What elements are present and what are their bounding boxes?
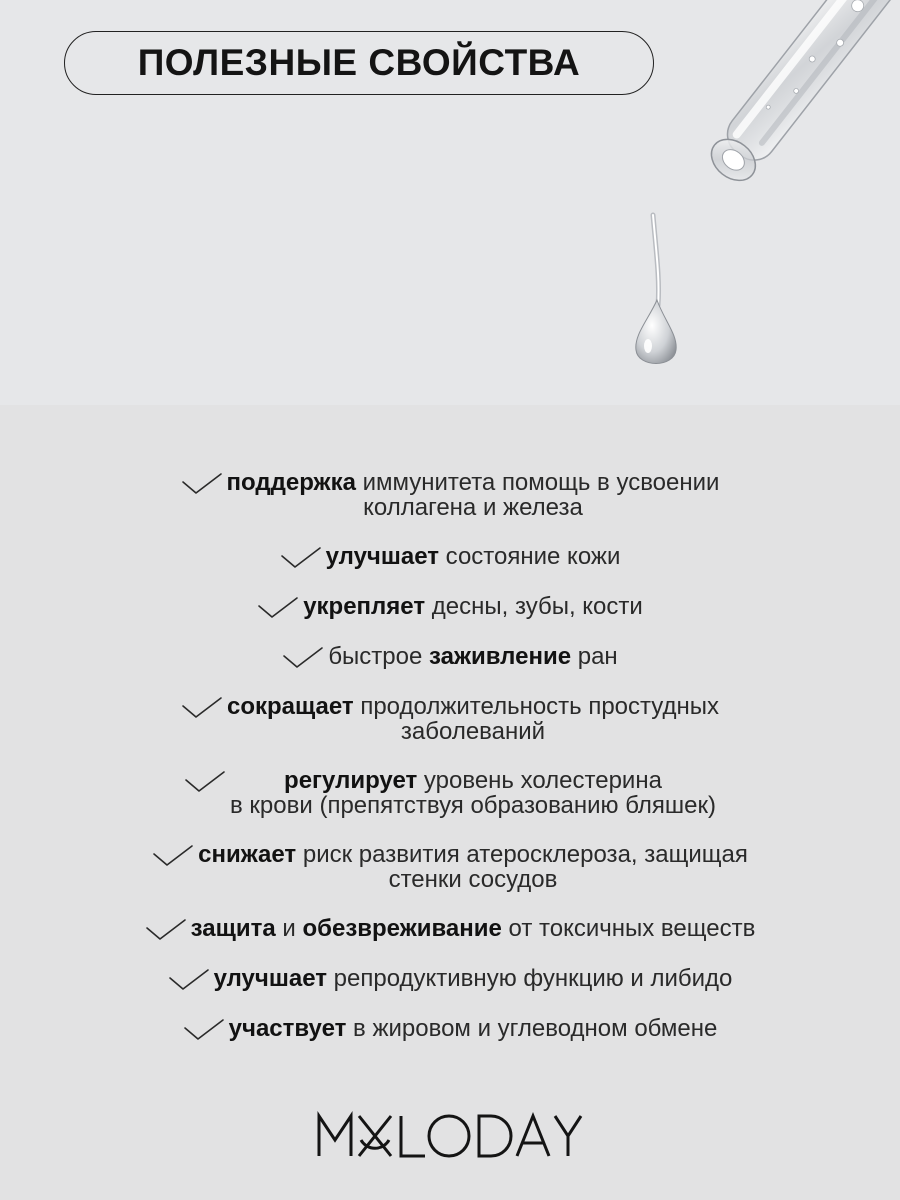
brand-logo [0,1105,900,1165]
benefit-phrase: коллагена и железа [363,494,583,521]
benefit-text [214,966,733,991]
benefit-line [198,867,748,892]
benefit-text [229,1016,718,1041]
check-mark-icon [145,918,187,942]
benefit-keyword: улучшает [325,543,440,570]
list-item [0,694,900,744]
list-item [0,768,900,818]
benefit-line [230,793,716,818]
benefit-phrase: ран [571,643,618,670]
benefit-keyword: снижает [198,841,297,868]
benefit-line [227,495,720,520]
benefit-phrase: репродуктивную функцию и либидо [326,965,733,992]
benefits-list [0,470,900,1066]
benefit-phrase: уровень холестерина [417,767,662,794]
check-mark-icon [181,472,223,496]
benefit-keyword: обезвреживание [302,915,502,942]
benefit-text [227,694,719,744]
benefit-line [230,768,716,793]
benefit-text [230,768,716,818]
benefit-phrase: иммунитета помощь в усвоении [355,469,720,496]
benefit-phrase: стенки сосудов [388,866,558,893]
benefit-phrase: заболеваний [400,718,546,745]
benefit-keyword: укрепляет [303,593,426,620]
check-mark-icon [181,696,223,720]
list-item [0,644,900,670]
benefit-line [214,966,733,991]
benefit-line [229,1016,718,1041]
benefit-keyword: защита [190,915,276,942]
benefit-phrase: продолжительность простудных [353,693,720,720]
check-mark-icon [168,968,210,992]
check-mark-icon [152,844,194,868]
benefit-keyword: поддержка [226,469,356,496]
benefit-text [328,644,617,669]
benefit-line [227,470,720,495]
benefit-keyword: сокращает [226,693,354,720]
check-mark-icon [183,1018,225,1042]
list-item [0,966,900,992]
benefit-phrase: в крови (препятствуя образованию бляшек) [230,792,716,819]
benefit-phrase: риск развития атеросклероза, защищая [296,841,748,868]
benefit-text [227,470,720,520]
benefit-line [198,842,748,867]
list-item [0,544,900,570]
check-mark-icon [280,546,322,570]
list-item [0,916,900,942]
benefit-phrase: и [275,915,303,942]
benefit-text [191,916,756,941]
benefit-text [303,594,643,619]
list-item [0,594,900,620]
check-mark-icon [257,596,299,620]
benefit-line [191,916,756,941]
page-title: ПОЛЕЗНЫЕ СВОЙСТВА [137,42,581,83]
benefit-text [198,842,748,892]
benefit-keyword: улучшает [213,965,327,992]
benefit-phrase: состояние кожи [439,543,621,570]
list-item [0,470,900,520]
benefit-phrase: десны, зубы, кости [425,593,643,620]
list-item [0,842,900,892]
benefit-line [227,694,719,719]
pipette-drop-icon [600,0,900,380]
benefit-keyword: участвует [228,1015,347,1042]
benefit-phrase: от токсичных веществ [501,915,756,942]
check-mark-icon [282,646,324,670]
benefit-line [326,544,621,569]
benefit-phrase: в жировом и углеводном обмене [346,1015,718,1042]
benefit-keyword: регулирует [284,767,418,794]
benefit-line [227,719,719,744]
list-item [0,1016,900,1042]
benefit-text [326,544,621,569]
benefit-keyword: заживление [429,643,572,670]
benefit-line [328,644,617,669]
benefit-phrase: быстрое [328,643,430,670]
check-mark-icon [184,770,226,794]
title-badge [64,31,654,95]
moloday-logo [315,1110,585,1160]
benefit-line [303,594,643,619]
